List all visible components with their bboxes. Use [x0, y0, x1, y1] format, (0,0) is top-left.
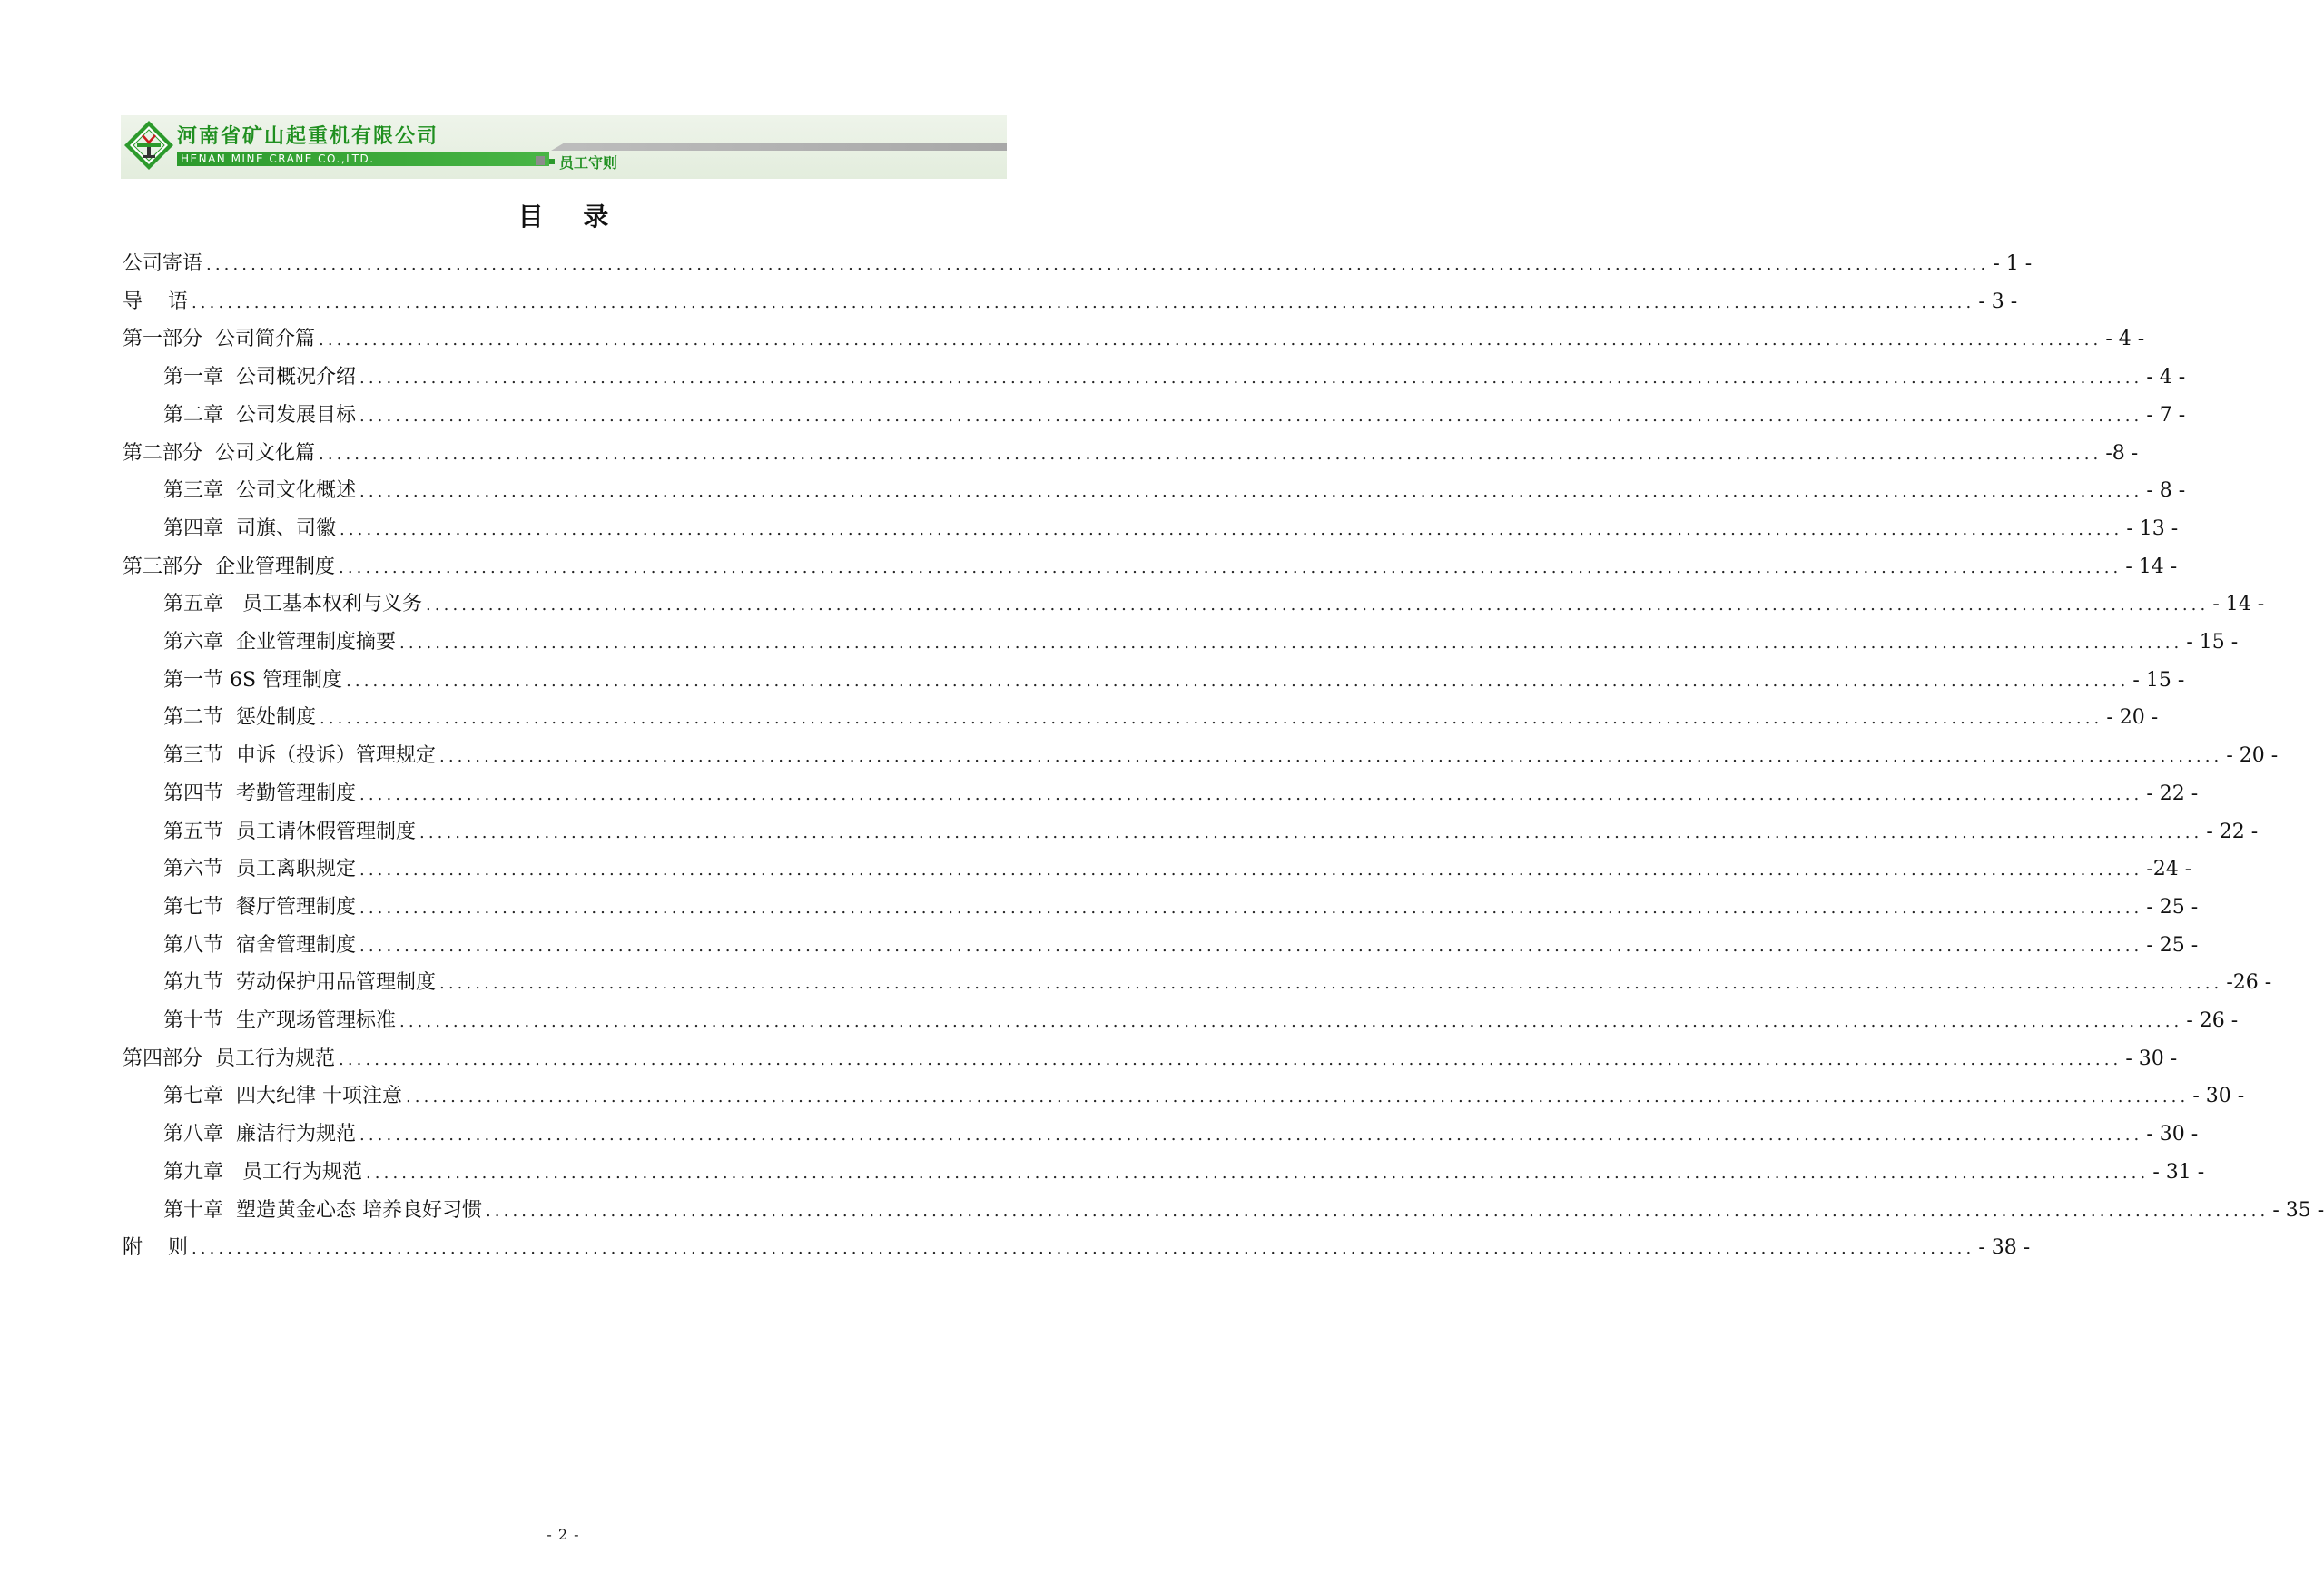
toc-entry-label: 第八章 廉洁行为规范 — [163, 1123, 356, 1146]
company-name-en: HENAN MINE CRANE CO.,LTD. — [181, 152, 375, 165]
toc-entry[interactable] — [163, 894, 2199, 921]
toc-entry[interactable] — [123, 251, 2033, 278]
toc-entry-label: 第七节 餐厅管理制度 — [163, 895, 356, 919]
toc-entry[interactable] — [163, 629, 2239, 656]
toc-leader-dots: ........................................................................................................................................................................................................ — [340, 519, 2123, 539]
toc-leader-dots: ........................................................................................................................................................................................................ — [339, 557, 2122, 577]
toc-entry-label: 导 语 — [123, 290, 188, 313]
toc-entry-page: - 22 - — [2146, 782, 2199, 805]
toc-entry-page: - 13 - — [2126, 516, 2179, 540]
toc-entry-label: 第六章 企业管理制度摘要 — [163, 631, 396, 654]
company-logo-icon — [123, 119, 175, 172]
toc-entry[interactable] — [163, 591, 2265, 618]
toc-entry-label: 第五章 员工基本权利与义务 — [163, 593, 422, 616]
toc-entry[interactable] — [163, 1008, 2239, 1035]
toc-leader-dots: ........................................................................................................................................................................................................ — [359, 406, 2143, 426]
toc-entry-page: - 3 - — [1978, 290, 2018, 313]
toc-leader-dots: ........................................................................................................................................................................................................ — [319, 330, 2102, 350]
toc-entry-page: - 30 - — [2146, 1123, 2199, 1146]
toc-entry-page: - 25 - — [2146, 895, 2199, 919]
toc-entry-page: - 20 - — [2226, 744, 2279, 768]
toc-leader-dots: ........................................................................................................................................................................................................ — [339, 1049, 2122, 1069]
toc-entry-page: - 8 - — [2146, 479, 2186, 503]
toc-entry[interactable] — [123, 289, 2018, 316]
toc-leader-dots: ........................................................................................................................................................................................................ — [320, 709, 2103, 729]
toc-entry-label: 第四节 考勤管理制度 — [163, 782, 356, 805]
toc-entry-page: - 7 - — [2146, 403, 2186, 427]
toc-leader-dots: ........................................................................................................................................................................................................ — [191, 1239, 1975, 1259]
toc-entry-label: 第十章 塑造黄金心态 培养良好习惯 — [163, 1198, 482, 1222]
toc-entry[interactable] — [163, 516, 2179, 543]
toc-entry-page: - 1 - — [1993, 252, 2033, 275]
toc-leader-dots: ........................................................................................................................................................................................................ — [425, 595, 2210, 615]
toc-leader-dots: ........................................................................................................................................................................................................ — [359, 369, 2143, 388]
toc-entry-label: 第一节 6S 管理制度 — [163, 668, 343, 692]
toc-leader-dots: ........................................................................................................................................................................................................ — [359, 936, 2143, 956]
toc-entry-page: - 30 - — [2125, 1047, 2178, 1070]
toc-leader-dots: ........................................................................................................................................................................................................ — [346, 671, 2130, 691]
toc-entry-label: 第九章 员工行为规范 — [163, 1160, 362, 1184]
toc-entry-page: - 20 - — [2106, 706, 2159, 730]
toc-entry[interactable] — [163, 856, 2192, 883]
toc-entry[interactable] — [163, 667, 2185, 694]
toc-entry-page: - 25 - — [2146, 933, 2199, 957]
toc-entry-page: -26 - — [2226, 971, 2272, 995]
toc-entry[interactable] — [123, 554, 2178, 581]
toc-leader-dots: ........................................................................................................................................................................................................ — [405, 1087, 2190, 1107]
toc-leader-dots: ........................................................................................................................................................................................................ — [399, 1012, 2183, 1031]
toc-entry-label: 第三部分 企业管理制度 — [123, 555, 335, 578]
toc-entry[interactable] — [163, 781, 2199, 808]
toc-entry-label: 第三节 申诉（投诉）管理规定 — [163, 744, 436, 768]
toc-entry[interactable] — [163, 1197, 2324, 1224]
toc-leader-dots: ........................................................................................................................................................................................................ — [206, 255, 1990, 274]
toc-entry[interactable] — [163, 1083, 2245, 1110]
toc-entry-label: 第七章 四大纪律 十项注意 — [163, 1085, 402, 1108]
toc-entry-label: 第四部分 员工行为规范 — [123, 1047, 335, 1070]
toc-leader-dots: ........................................................................................................................................................................................................ — [319, 444, 2102, 464]
toc-entry[interactable] — [123, 440, 2139, 467]
toc-entry[interactable] — [123, 1234, 2031, 1262]
toc-entry[interactable] — [163, 477, 2186, 505]
header-banner — [121, 115, 1007, 179]
toc-leader-dots: ........................................................................................................................................................................................................ — [399, 634, 2183, 653]
toc-entry-label: 第二部分 公司文化篇 — [123, 441, 315, 465]
toc-entry-page: - 22 - — [2206, 820, 2259, 843]
toc-entry-label: 第九节 劳动保护用品管理制度 — [163, 971, 436, 995]
decor-square-grey — [536, 156, 545, 165]
toc-entry-label: 第八节 宿舍管理制度 — [163, 933, 356, 957]
toc-leader-dots: ........................................................................................................................................................................................................ — [419, 822, 2203, 842]
toc-leader-dots: ........................................................................................................................................................................................................ — [359, 1126, 2143, 1146]
toc-leader-dots: ........................................................................................................................................................................................................ — [191, 292, 1975, 312]
toc-entry[interactable] — [163, 1159, 2205, 1186]
toc-entry-label: 第十节 生产现场管理标准 — [163, 1009, 396, 1032]
decor-square-green — [549, 159, 555, 164]
toc-leader-dots: ........................................................................................................................................................................................................ — [365, 1163, 2150, 1183]
toc-entry[interactable] — [163, 364, 2186, 391]
document-title: 员工守则 — [559, 154, 618, 172]
toc-entry-label: 第三章 公司文化概述 — [163, 479, 356, 503]
toc-entry-page: - 26 - — [2186, 1009, 2239, 1032]
toc-entry-label: 第六节 员工离职规定 — [163, 858, 356, 881]
toc-entry-label: 第一章 公司概况介绍 — [163, 366, 356, 389]
toc-entry-page: - 30 - — [2192, 1085, 2245, 1108]
toc-leader-dots: ........................................................................................................................................................................................................ — [485, 1201, 2270, 1221]
toc-entry[interactable] — [163, 742, 2279, 770]
toc-entry-label: 第四章 司旗、司徽 — [163, 516, 336, 540]
company-name-cn: 河南省矿山起重机有限公司 — [177, 125, 439, 148]
toc-entry-page: - 4 - — [2105, 328, 2145, 351]
toc-entry[interactable] — [163, 969, 2272, 997]
toc-entry[interactable] — [163, 1121, 2199, 1148]
toc-entry-label: 第五节 员工请休假管理制度 — [163, 820, 416, 843]
toc-entry-page: - 31 - — [2152, 1160, 2205, 1184]
toc-entry-label: 第二节 惩处制度 — [163, 706, 316, 730]
toc-entry-label: 第二章 公司发展目标 — [163, 403, 356, 427]
toc-leader-dots: ........................................................................................................................................................................................................ — [359, 784, 2143, 804]
toc-entry-page: - 14 - — [2212, 593, 2265, 616]
toc-leader-dots: ........................................................................................................................................................................................................ — [359, 860, 2143, 880]
toc-leader-dots: ........................................................................................................................................................................................................ — [439, 747, 2223, 767]
toc-leader-dots: ........................................................................................................................................................................................................ — [359, 898, 2143, 918]
toc-entry-page: - 14 - — [2125, 555, 2178, 578]
toc-entry-label: 公司寄语 — [123, 252, 203, 275]
toc-entry[interactable] — [123, 326, 2145, 353]
header-grey-bar — [551, 143, 1007, 151]
toc-leader-dots: ........................................................................................................................................................................................................ — [439, 974, 2223, 994]
toc-entry[interactable] — [163, 704, 2159, 732]
toc-entry-page: -8 - — [2105, 441, 2139, 465]
toc-entry-label: 附 则 — [123, 1236, 188, 1260]
toc-entry[interactable] — [163, 932, 2199, 959]
toc-entry[interactable] — [163, 402, 2186, 429]
toc-entry-page: - 38 - — [1978, 1236, 2031, 1260]
toc-entry-page: - 35 - — [2272, 1198, 2324, 1222]
toc-entry-page: -24 - — [2146, 858, 2192, 881]
toc-entry[interactable] — [163, 819, 2259, 846]
toc-leader-dots: ........................................................................................................................................................................................................ — [359, 482, 2143, 502]
toc-entry-page: - 15 - — [2132, 668, 2185, 692]
toc-entry-page: - 15 - — [2186, 631, 2239, 654]
toc-heading: 目 录 — [517, 202, 609, 231]
toc-entry-label: 第一部分 公司简介篇 — [123, 328, 315, 351]
page-number: - 2 - — [547, 1526, 580, 1543]
toc-entry-page: - 4 - — [2146, 366, 2186, 389]
toc-entry[interactable] — [123, 1046, 2178, 1073]
